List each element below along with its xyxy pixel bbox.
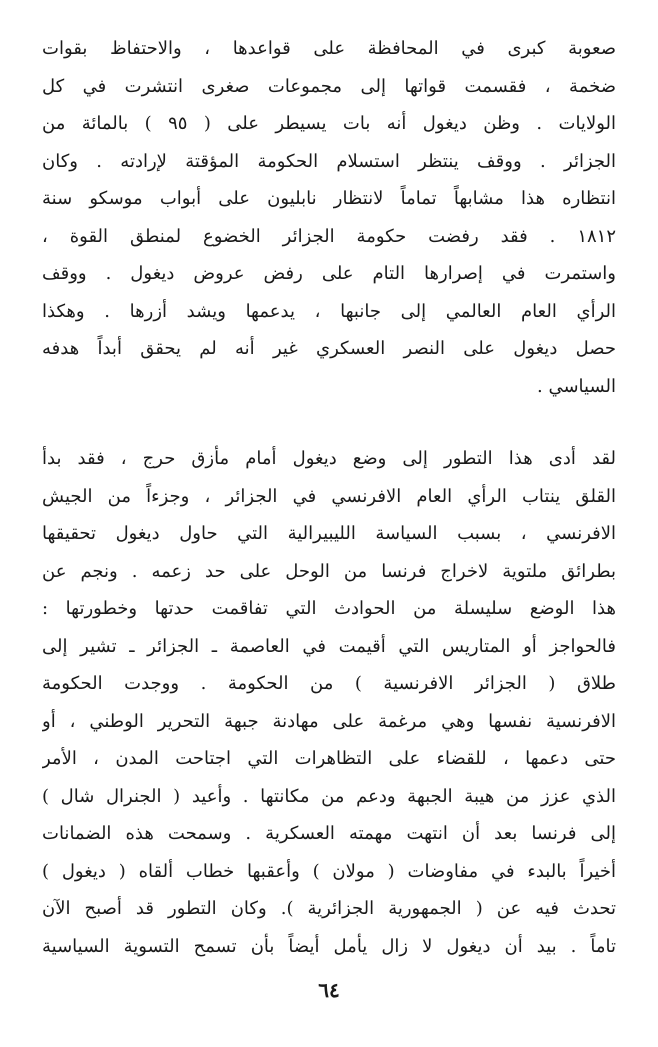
text-line: هذا الوضع سليسلة من الحوادث التي تفاقمت حدتها وخطورتها : xyxy=(42,598,616,619)
text-line: حتى دعمها ، للقضاء على التظاهرات التي اجتاحت المدن ، الأمر xyxy=(42,748,616,769)
text-line: القلق ينتاب الرأي العام الافرنسي في الجزائر ، وجزءاً من الجيش xyxy=(42,485,616,507)
text-line: إلى فرنسا بعد أن انتهت مهمته العسكرية . وسمحت هذه الضمانات xyxy=(42,823,616,844)
text-line: الولايات . وظن ديغول أنه بات يسيطر على ( ٩٥ ) بالمائة من xyxy=(42,113,616,134)
text-line: انتظاره هذا مشابهاً تماماً لانتظار نابليون على أبواب موسكو سنة xyxy=(42,188,616,209)
text-line: ضخمة ، فقسمت قواتها إلى مجموعات صغرى انتشرت في كل xyxy=(42,75,616,97)
text-line: واستمرت في إصرارها التام على رفض عروض ديغول . ووقف xyxy=(42,263,616,284)
text-line: الرأي العام العالمي إلى جانبها ، يدعمها ويشد أزرها . وهكذا xyxy=(42,300,616,322)
text-line: ١٨١٢ . فقد رفضت حكومة الجزائر الخضوع لمنطق القوة ، xyxy=(42,225,616,247)
text-line: الجزائر . ووقف ينتظر استسلام الحكومة المؤقتة لإرادته . وكان xyxy=(42,150,616,172)
text-line: بطرائق ملتوية لاخراج فرنسا من الوحل على حد زعمه . ونجم عن xyxy=(42,560,616,582)
text-line: حصل ديغول على النصر العسكري غير أنه لم يحقق أبداً هدفه xyxy=(42,338,616,359)
text-line: الافرنسية نفسها وهي مرغمة على مهادنة جبهة التحرير الوطني ، أو xyxy=(42,710,616,732)
text-line: طلاق ( الجزائر الافرنسية ) من الحكومة . ووجدت الحكومة xyxy=(42,673,616,694)
text-line: لقد أدى هذا التطور إلى وضع ديغول أمام مأزق حرج ، فقد بدأ xyxy=(42,448,616,469)
page-number: ٦٤ xyxy=(318,978,340,1002)
paragraph-1 xyxy=(42,30,616,405)
text-line: تاماً . بيد أن ديغول لا زال يأمل أيضاً بأن تسمح التسوية السياسية xyxy=(42,935,616,957)
text-line: الذي عزز من هيبة الجبهة ودعم من مكانتها . وأعيد ( الجنرال شال ) xyxy=(42,785,616,807)
text-line: أخيراً بالبدء في مفاوضات ( مولان ) وأعقبها خطاب ألقاه ( ديغول ) xyxy=(42,860,616,882)
paragraph-2 xyxy=(42,440,616,965)
text-line: صعوبة كبرى في المحافظة على قواعدها ، والاحتفاظ بقوات xyxy=(42,38,616,59)
text-line: فالحواجز أو المتاريس التي أقيمت في العاصمة ـ الجزائر ـ تشير إلى xyxy=(42,635,616,657)
text-line: الافرنسي ، بسبب السياسة الليبيرالية التي حاول ديغول تحقيقها xyxy=(42,523,616,544)
text-line: تحدث فيه عن ( الجمهورية الجزائرية ). وكان التطور قد أصبح الآن xyxy=(42,898,616,919)
text-line: السياسي . xyxy=(537,375,616,397)
